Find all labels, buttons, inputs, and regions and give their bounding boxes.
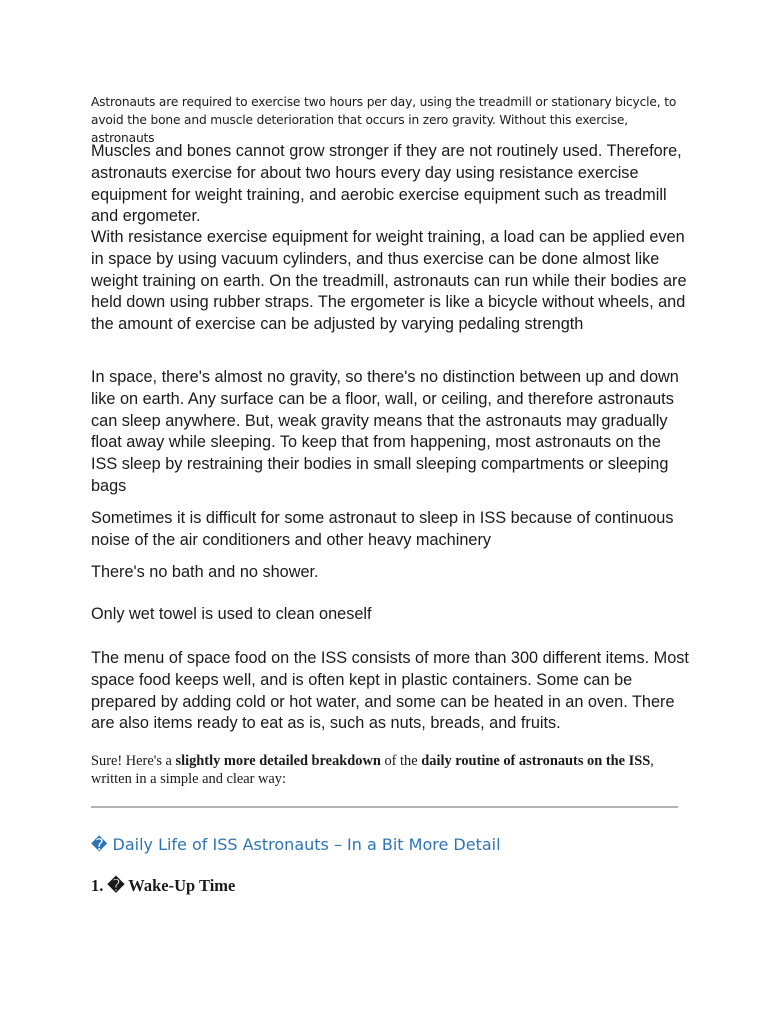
breakdown-intro-paragraph [91, 752, 691, 788]
exercise-paragraph-2: With resistance exercise equipment for weight training, a load can be applied even in space by using vacuum cylinders, and thus exercise can be done almost like weight training on earth. On the treadmill, astronauts can run while their bodies are held down using rubber straps. The ergometer is like a bicycle without wheels, and the amount of exercise can be adjusted by varying pedaling strength [91, 228, 687, 334]
breakdown-bold-2: daily routine of astronauts on the ISS [421, 753, 651, 769]
wake-up-subheading: 1. � Wake-Up Time [91, 876, 236, 895]
breakdown-text-2: of the [380, 753, 422, 769]
bath-paragraph: There's no bath and no shower. [91, 563, 319, 581]
towel-paragraph: Only wet towel is used to clean oneself [91, 605, 372, 623]
exercise-paragraph-1: Muscles and bones cannot grow stronger if they are not routinely used. Therefore, astronauts exercise for about two hours every day using resistance exercise equipment for weight training, and aerobic exercise equipment such as treadmill and ergometer. [91, 142, 682, 226]
section-heading: � Daily Life of ISS Astronauts – In a Bit More Detail [91, 835, 501, 854]
breakdown-bold-1: slightly more detailed breakdown [175, 753, 381, 769]
horizontal-divider [91, 806, 678, 808]
breakdown-text-3: , written in a simple and clear way: [91, 753, 654, 787]
sleep-paragraph: In space, there's almost no gravity, so there's no distinction between up and down like on earth. Any surface can be a floor, wall, or ceiling, and therefore astronauts can sleep anywhere. But, weak gravity means that the astronauts may gradually float away while sleeping. To keep that from happening, most astronauts on the ISS sleep by restraining their bodies in small sleeping compartments or sleeping bags [91, 368, 679, 495]
noise-paragraph: Sometimes it is difficult for some astronaut to sleep in ISS because of continuous noise of the air conditioners and other heavy machinery [91, 509, 674, 549]
food-paragraph: The menu of space food on the ISS consists of more than 300 different items. Most space food keeps well, and is often kept in plastic containers. Some can be prepared by adding cold or hot water, and some can be heated in an oven. There are also items ready to eat as is, such as nuts, breads, and fruits. [91, 649, 689, 733]
intro-paragraph: Astronauts are required to exercise two hours per day, using the treadmill or stationary bicycle, to avoid the bone and muscle deterioration that occurs in zero gravity. Without this exercise, astronauts [91, 95, 677, 145]
breakdown-text-1: Sure! Here's a [91, 753, 176, 769]
